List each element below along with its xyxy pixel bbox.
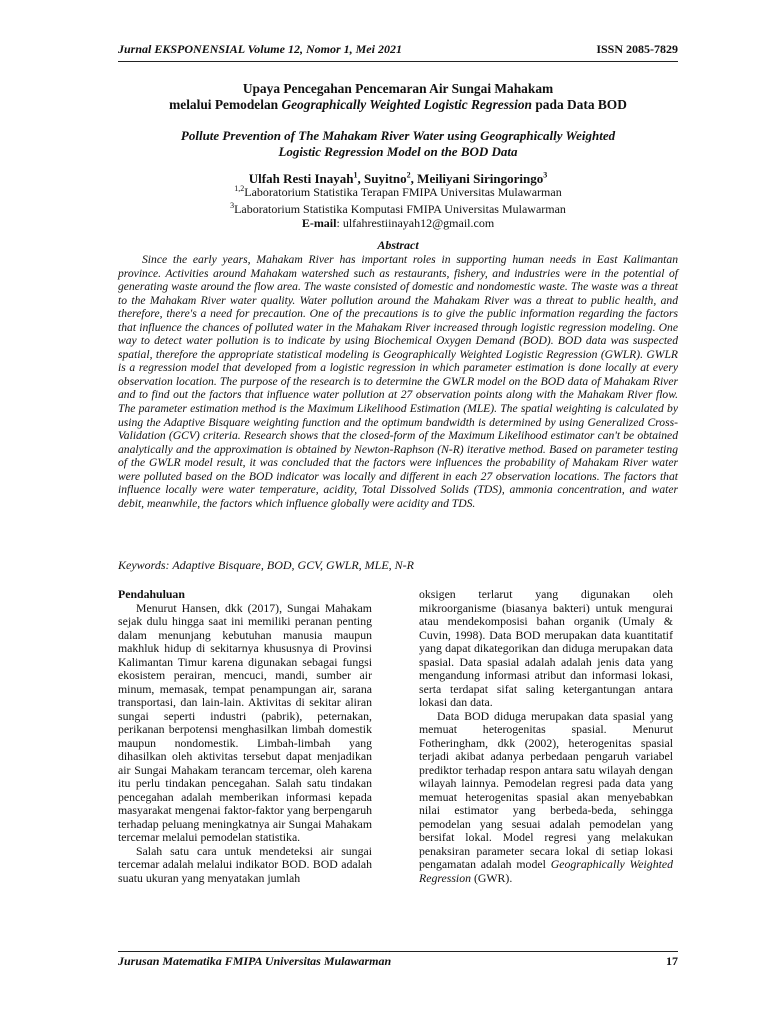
- title-en-line1: Pollute Prevention of The Mahakam River Water using Geographically Weighted: [180, 128, 616, 143]
- title-en-line2: Logistic Regression Model on the BOD Data: [278, 144, 518, 159]
- author-3-sup: 3: [543, 170, 548, 180]
- affiliation-1: [118, 185, 678, 199]
- author-1-sup: 1: [353, 170, 358, 180]
- email-line: [118, 216, 678, 230]
- affiliation-1-sup: 1,2: [234, 184, 245, 193]
- paragraph: oksigen terlarut yang digunakan oleh mikroorganisme (biasanya bakteri) untuk mengurai atau mendekomposisi bahan organik (Umaly & Cuvin, 1998). Data BOD merupakan data kuantitatif yang dapat dikategorikan dan diduga merupakan data spasial. Data spasial adalah adalah jenis data yang mengandung informasi atribut dan informasi lokasi, serta terdapat sifat saling ketergantungan antara lokasi dan data.: [419, 587, 673, 709]
- author-1: Ulfah Resti Inayah: [248, 171, 354, 186]
- keywords: Keywords: Adaptive Bisquare, BOD, GCV, GWLR, MLE, N-R: [118, 558, 414, 572]
- body-column-left: [118, 588, 372, 885]
- title-id-line2: [118, 97, 678, 113]
- journal-name: Jurnal EKSPONENSIAL Volume 12, Nomor 1, Mei 2021: [118, 42, 402, 56]
- page-number: 17: [666, 954, 678, 968]
- title-id-line1: Upaya Pencegahan Pencemaran Air Sungai Mahakam: [242, 81, 554, 96]
- section-heading: Pendahuluan: [118, 587, 185, 601]
- affiliation-2-sup: 3: [230, 201, 235, 210]
- abstract-text: Since the early years, Mahakam River has important roles in supporting human needs in East Kalimantan province. Activities around Mahakam watershed such as restaurants, fishery, and industries were in the potential of generating waste around the flow area. The waste consisted of domestic and nondomestic waste. The waste was a threat to the Mahakam River water quality. Water pollution around the Mahakam River was a threat to public health, and therefore, there's a need for precaution. One of the precautions is to give the public information regarding the factors that influence the chances of polluted water in the Mahakam River increased through logistic regression modeling. One way to detect water pollution is to indicate by using Biochemical Oxygen Demand (BOD). BOD data was suspected spatial, therefore the appropriate statistical modeling is Geographically Weighted Logistic Regression (GWLR). GWLR is a regression model that developed from a logistic regression in which parameter estimation is done locally at every observation location. The purpose of the research is to determine the GWLR model on the BOD data of Mahakam River and to find out the factors that influence water pollution at 27 observation points along with the Mahakam River flow. The parameter estimation method is the Maximum Likelihood Estimation (MLE). The spatial weighting is calculated by using the Adaptive Bisquare weighting function and the optimum bandwidth is determined by using Generalized Cross-Validation (GCV) criteria. Research shows that the closed-form of the Maximum Likelihood estimator can't be obtained analytically and the approximation is obtained by Newton-Raphson (N-R) iterative method. Based on parameter testing of the GWLR model result, it was concluded that the factors were influences the probability of Mahakam River water were polluted based on the BOD indicator was locally and different in each 27 observation locations. The factors that influence locally were water temperature, acidity, Total Dissolved Solids (TDS), ammonia concentration, and water debit, meanwhile, the factors which influence globally were acidity and TDS.: [118, 253, 678, 510]
- running-footer: [118, 954, 678, 969]
- title-id-line2-italic: Geographically Weighted Logistic Regression: [281, 97, 533, 112]
- author-sep-2: ,: [410, 171, 418, 186]
- footer-institution: Jurusan Matematika FMIPA Universitas Mulawarman: [118, 954, 392, 968]
- title-id-line2-suffix: pada Data BOD: [532, 97, 627, 112]
- paragraph: Salah satu cara untuk mendeteksi air sungai tercemar adalah melalui indikator BOD. BOD adalah suatu ukuran yang menyatakan jumlah: [118, 843, 372, 885]
- running-header: [118, 42, 678, 57]
- author-2-sup: 2: [406, 170, 411, 180]
- email-value: : ulfahrestiinayah12@gmail.com: [336, 216, 495, 230]
- gwr-term: Geographically Weighted Regression: [419, 857, 673, 885]
- body-column-right: [419, 588, 673, 885]
- author-2: Suyitno: [364, 171, 407, 186]
- paragraph-gwr-text: Data BOD diduga merupakan data spasial yang memuat heterogenitas spasial. Menurut Fotheringham, dkk (2002), heterogenitas spasial terjadi akibat adanya perbedaan pengaruh variabel prediktor terhadap respon antara satu wilayah dengan wilayah lainnya. Pemodelan regresi pada data yang memuat heterogenitas spasial akan menyebabkan nilai estimator yang berbeda-beda, sehingga pemodelan yang sesuai adalah pemodelan yang bersifat lokal. Model regresi yang melakukan penaksiran parameter secara lokal di setiap lokasi pengamatan adalah model: [419, 708, 673, 871]
- paragraph-gwr: [419, 710, 673, 886]
- affiliation-1-text: Laboratorium Statistika Terapan FMIPA Universitas Mulawarman: [244, 185, 562, 199]
- title-id-line2-prefix: melalui Pemodelan: [169, 97, 282, 112]
- issn: ISSN 2085-7829: [596, 42, 678, 56]
- email-label: E-mail: [301, 216, 337, 230]
- author-sep-1: ,: [357, 171, 365, 186]
- abstract-heading: Abstract: [377, 238, 419, 252]
- affiliation-2: [118, 202, 678, 216]
- affiliation-2-text: Laboratorium Statistika Komputasi FMIPA Universitas Mulawarman: [234, 202, 566, 216]
- header-rule: [118, 61, 678, 62]
- paragraph: Menurut Hansen, dkk (2017), Sungai Mahakam sejak dulu hingga saat ini memiliki peranan penting dalam menunjang kebutuhan manusia maupun makhluk hidup di sekitarnya khususnya di Provinsi Kalimantan Timur karena digunakan sebagai fungsi ekosistem perairan, mencuci, mandi, sumber air minum, memasak, tempat penampungan air, sarana transportasi, dan lain-lain. Aktivitas di sekitar aliran sungai seperti industri (pabrik), peternakan, perikanan berpotensi menghasilkan limbah domestik maupun nondomestik. Limbah-limbah yang dihasilkan oleh aktivitas tersebut dapat menjadikan air Sungai Mahakam terancam tercemar, oleh karena itu perlu tindakan pencegahan. Salah satu tindakan pencegahan adalah memberikan informasi kepada masyarakat mengenai faktor-faktor yang berpengaruh terhadap peluang meningkatnya air Sungai Mahakam tercemar melalui pemodelan statistika.: [118, 600, 372, 844]
- title-indonesian: [118, 81, 678, 113]
- paragraph-gwr-end: (GWR).: [471, 870, 513, 885]
- footer-rule: [118, 951, 678, 952]
- author-3: Meiliyani Siringoringo: [417, 171, 544, 186]
- title-english: [118, 128, 678, 160]
